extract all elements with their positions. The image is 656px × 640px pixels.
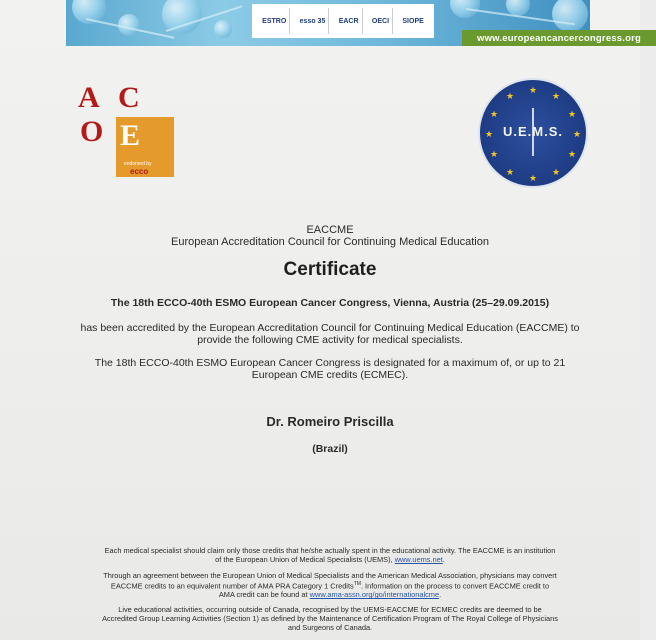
credits-paragraph (60, 357, 600, 381)
event-name: The 18th ECCO-40th ESMO European Cancer Congress, Vienna, Austria (25–29.09.2015) (110, 297, 550, 309)
star-icon: ★ (568, 149, 577, 159)
esso-logo: esso 35 (297, 8, 330, 34)
recipient-country: (Brazil) (312, 443, 348, 455)
star-icon: ★ (573, 129, 582, 139)
org-full-name: European Accreditation Council for Continuing Medical Education (171, 236, 489, 248)
credits-line-1: The 18th ECCO-40th ESMO European Cancer Congress is designated for a maximum of, or up to 21 (94, 357, 566, 369)
acoe-letter-a: A (78, 81, 100, 114)
footer-note-3-line-3: and Surgeons of Canada. (287, 623, 373, 632)
footer-note-2-text-b: . Information on the process to convert EACCME credit to (360, 581, 550, 591)
footer-note-3-line-2: Accredited Group Learning Activities (Section 1) as defined by the Maintenance of Certification Program of The Royal College of Physicians (102, 614, 558, 623)
acoe-logo (78, 83, 174, 177)
uems-seal (480, 80, 586, 186)
certificate-title: Certificate (283, 259, 377, 280)
footer-note-2-line-3 (70, 590, 590, 599)
oeci-logo: OECI (369, 8, 393, 34)
siope-logo: SIOPE (402, 17, 424, 25)
uems-link[interactable]: www.uems.net (394, 555, 443, 564)
footer-note-2-text-a: EACCME credits to an equivalent number of AMA PRA Category 1 Credits (110, 581, 354, 591)
accreditation-line-2: provide the following CME activity for medical specialists. (197, 334, 463, 346)
footer-note-2 (70, 571, 590, 599)
footer-note-3 (70, 605, 590, 632)
congress-banner (66, 0, 642, 46)
accreditation-line-1: has been accredited by the European Accreditation Council for Continuing Medical Education (EACCME) to (80, 322, 580, 334)
partner-logos (252, 4, 434, 38)
credits-line-2: European CME credits (ECMEC). (251, 369, 409, 381)
star-icon: ★ (552, 91, 561, 101)
acoe-letter-c: C (118, 81, 140, 114)
star-icon: ★ (529, 173, 538, 183)
footer-note-1 (70, 546, 590, 564)
footer-note-3-line-1: Live educational activities, occurring outside of Canada, recognised by the UEMS-EACCME for ECMEC credits are deemed to be (118, 605, 542, 614)
star-icon: ★ (568, 109, 577, 119)
ecco-logo: ecco (130, 167, 149, 176)
eacr-logo: EACR (336, 8, 363, 34)
star-icon: ★ (506, 167, 515, 177)
footer-note-2-line-2 (70, 580, 590, 590)
footer-note-1-text: of the European Union of Medical Specialists (UEMS), (215, 555, 393, 564)
congress-url: www.europeancancercongress.org (462, 30, 656, 46)
org-abbreviation: EACCME (306, 224, 354, 236)
footer-note-2-text-c: AMA credit can be found at (218, 590, 308, 600)
star-icon: ★ (490, 109, 499, 119)
estro-logo: ESTRO (259, 8, 290, 34)
endorsed-by-text: endorsed by (124, 161, 152, 167)
acoe-letter-o: O (80, 115, 104, 148)
acoe-letter-e: E (120, 119, 141, 152)
footer-note-1-line-1: Each medical specialist should claim only those credits that he/she actually spent in the educational activity. The EACCME is an institution (104, 546, 556, 555)
footer-note-1-end: . (442, 555, 445, 564)
footer-note-2-end: . (439, 590, 442, 600)
footer-note-1-line-2 (70, 555, 590, 564)
acoe-orange-block (116, 117, 174, 177)
star-icon: ★ (552, 167, 561, 177)
star-icon: ★ (506, 91, 515, 101)
ama-link[interactable]: www.ama-assn.org/go/internationalcme (309, 590, 440, 600)
uems-text: U.E.M.S. (502, 124, 563, 139)
recipient-name: Dr. Romeiro Priscilla (266, 414, 394, 429)
footer-note-2-line-1: Through an agreement between the European Union of Medical Specialists and the American Medical Association, physicians may convert (103, 571, 557, 580)
accreditation-paragraph (60, 322, 600, 346)
star-icon: ★ (529, 85, 538, 95)
star-icon: ★ (485, 129, 494, 139)
trademark-mark: TM (353, 581, 361, 587)
star-icon: ★ (490, 149, 499, 159)
